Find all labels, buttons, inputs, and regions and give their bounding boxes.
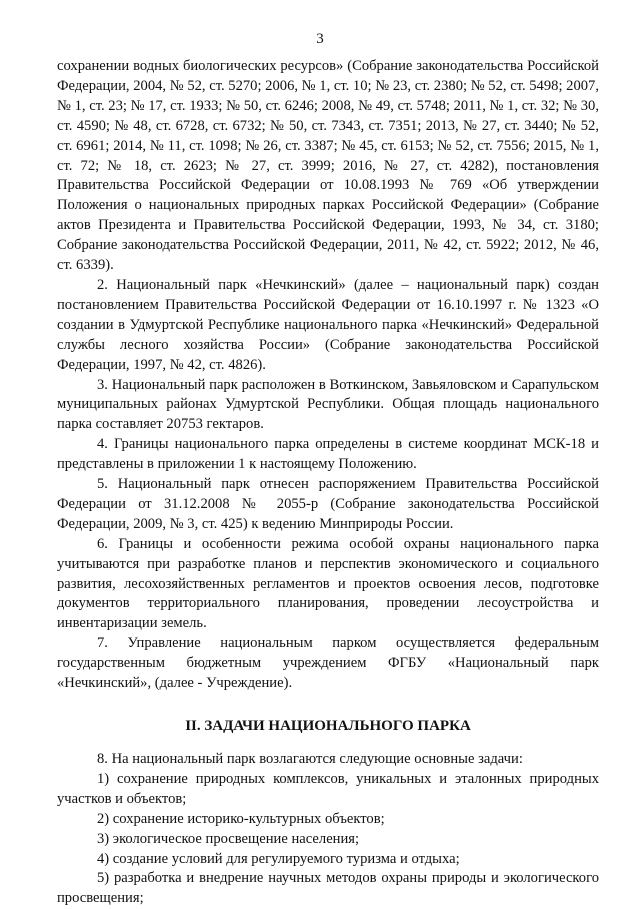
- paragraph-4-boundaries: 4. Границы национального парка определены в системе координат МСК-18 и представлены в приложении 1 к настоящему Положению.: [57, 436, 599, 473]
- task-item-5: 5) разработка и внедрение научных методов охраны природы и экологического просвещения;: [57, 870, 599, 907]
- paragraph-8-tasks-intro: 8. На национальный парк возлагаются следующие основные задачи:: [97, 751, 523, 767]
- paragraph-legal-references: сохранении водных биологических ресурсов» (Собрание законодательства Российской Федерации, 2004, № 52, ст. 5270; 2006, № 1, ст. 10; № 23, ст. 2380; № 52, ст. 5498; 2007, № 1, ст. 23; № 17, ст. 1933; № 50, ст. 6246; 2008, № 49, ст. 5748; 2011, № 1, ст. 32; № 30, ст. 4590; № 48, ст. 6728, ст. 6732; № 50, ст. 7343, ст. 7351; 2013, № 27, ст. 3440; № 52, ст. 6961; 2014, № 11, ст. 1098; № 26, ст. 3387; № 45, ст. 6153; № 52, ст. 7556; 2015, № 1, ст. 72; № 18, ст. 2623; № 27, ст. 3999; 2016, № 27, ст. 4282), постановления Правительства Российской Федерации от 10.08.1993 № 769 «Об утверждении Положения о национальных природных парках Российской Федерации» (Собрание актов Президента и Правительства Российской Федерации, 1993, № 34, ст. 3180; Собрание законодательства Российской Федерации, 2011, № 42, ст. 5922; 2012, № 46, ст. 6339).: [57, 58, 599, 274]
- paragraph-6-protection-regime: 6. Границы и особенности режима особой охраны национального парка учитываются при разработке планов и перспектив экономического и социального развития, лесохозяйственных регламентов и проектов освоения лесов, подготовке документов территориального планирования, проведении лесоустройства и инвентаризации земель.: [57, 535, 599, 632]
- paragraph-2-establishment: 2. Национальный парк «Нечкинский» (далее – национальный парк) создан постановлением Правительства Российской Федерации от 16.10.1997 г. № 1323 «О создании в Удмуртской Республике национального парка «Нечкинский» Федеральной службы лесного хозяйства России» (Собрание законодательства Российской Федерации, 1997, № 42, ст. 4826).: [57, 276, 599, 373]
- paragraph-7-management: 7. Управление национальным парком осуществляется федеральным государственным бюджетным учреждением ФГБУ «Национальный парк «Нечкинский», (далее - Учреждение).: [57, 635, 599, 692]
- task-item-2: 2) сохранение историко-культурных объектов;: [97, 810, 385, 827]
- task-item-3: 3) экологическое просвещение населения;: [97, 830, 360, 847]
- document-body: [57, 57, 599, 909]
- task-item-4: 4) создание условий для регулируемого туризма и отдыха;: [97, 850, 460, 867]
- task-item-1: 1) сохранение природных комплексов, уникальных и эталонных природных участков и объектов;: [57, 770, 599, 807]
- section-heading-tasks: II. ЗАДАЧИ НАЦИОНАЛЬНОГО ПАРКА: [185, 718, 471, 734]
- paragraph-5-jurisdiction: 5. Национальный парк отнесен распоряжением Правительства Российской Федерации от 31.12.2008 № 2055-р (Собрание законодательства Российской Федерации, 2009, № 3, ст. 425) к ведению Минприроды России.: [57, 476, 599, 532]
- paragraph-3-location: 3. Национальный парк расположен в Воткинском, Завьяловском и Сарапульском муниципальных районах Удмуртской Республики. Общая площадь национального парка составляет 20753 гектаров.: [57, 376, 599, 433]
- page-number: 3: [316, 31, 324, 47]
